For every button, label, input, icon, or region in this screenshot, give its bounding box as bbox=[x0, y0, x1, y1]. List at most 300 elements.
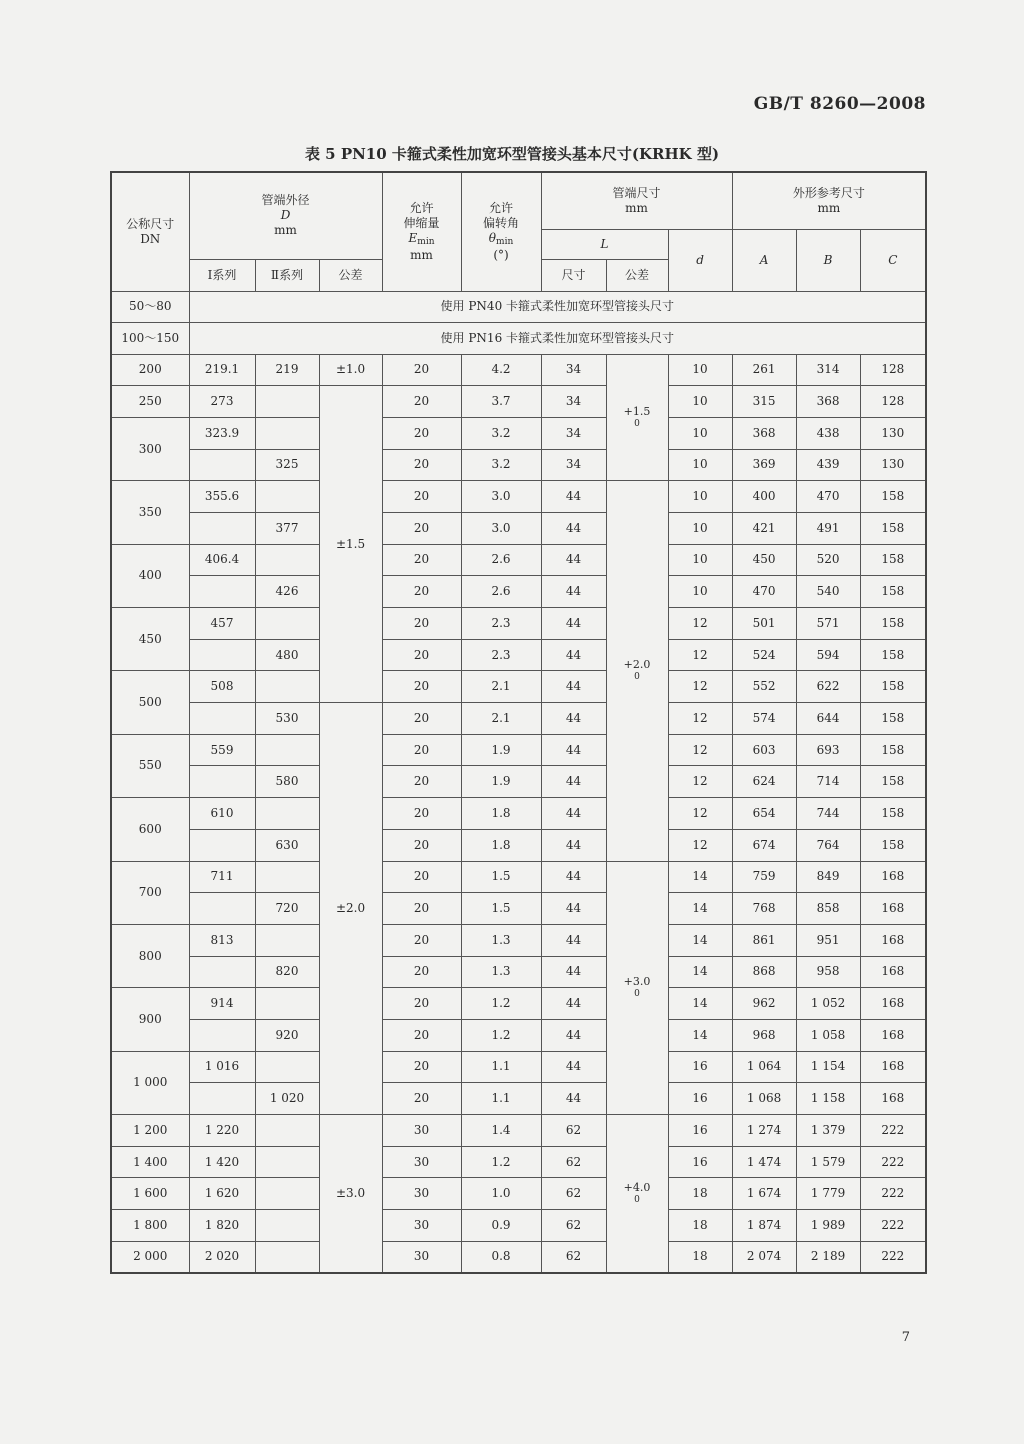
series1-cell: 1 820 bbox=[189, 1210, 255, 1242]
extension-cell: 20 bbox=[382, 1083, 461, 1115]
deflection-cell: 4.2 bbox=[461, 354, 541, 386]
dn-cell: 400 bbox=[111, 544, 189, 607]
B-cell: 644 bbox=[796, 703, 860, 735]
tolerance-upper: +2.0 bbox=[623, 658, 651, 672]
series2-cell bbox=[255, 798, 319, 830]
header-outer-diameter: 管端外径 D mm bbox=[189, 172, 382, 259]
series2-cell: 580 bbox=[255, 766, 319, 798]
header-extension: 允许 伸缩量 $E_{min}$ mm bbox=[382, 172, 461, 291]
extension-cell: 20 bbox=[382, 608, 461, 640]
L-size-cell: 44 bbox=[541, 576, 606, 608]
B-cell: 1 154 bbox=[796, 1051, 860, 1083]
extension-cell: 30 bbox=[382, 1146, 461, 1178]
deflection-cell: 1.4 bbox=[461, 1115, 541, 1147]
deflection-cell: 1.2 bbox=[461, 1019, 541, 1051]
deflection-cell: 3.2 bbox=[461, 417, 541, 449]
series1-cell bbox=[189, 956, 255, 988]
table-row bbox=[111, 734, 926, 766]
deflection-cell: 2.3 bbox=[461, 639, 541, 671]
extension-cell: 20 bbox=[382, 1019, 461, 1051]
C-cell: 168 bbox=[860, 956, 926, 988]
d-cell: 16 bbox=[668, 1051, 732, 1083]
series2-cell: 480 bbox=[255, 639, 319, 671]
B-cell: 951 bbox=[796, 924, 860, 956]
series2-cell bbox=[255, 608, 319, 640]
L-size-cell: 44 bbox=[541, 798, 606, 830]
series2-cell bbox=[255, 1178, 319, 1210]
table-row bbox=[111, 988, 926, 1020]
deflection-cell: 0.9 bbox=[461, 1210, 541, 1242]
extension-cell: 20 bbox=[382, 829, 461, 861]
header-d: d bbox=[668, 229, 732, 291]
B-cell: 491 bbox=[796, 512, 860, 544]
dn-cell: 1 800 bbox=[111, 1210, 189, 1242]
series1-cell: 1 620 bbox=[189, 1178, 255, 1210]
series2-cell bbox=[255, 671, 319, 703]
d-cell: 10 bbox=[668, 354, 732, 386]
L-size-cell: 44 bbox=[541, 671, 606, 703]
deflection-cell: 1.2 bbox=[461, 988, 541, 1020]
series1-cell bbox=[189, 829, 255, 861]
dn-cell: 900 bbox=[111, 988, 189, 1051]
deflection-cell: 2.3 bbox=[461, 608, 541, 640]
C-cell: 222 bbox=[860, 1146, 926, 1178]
C-cell: 158 bbox=[860, 766, 926, 798]
series2-cell: 377 bbox=[255, 512, 319, 544]
extension-cell: 20 bbox=[382, 988, 461, 1020]
merged-note: 使用 PN40 卡箍式柔性加宽环型管接头尺寸 bbox=[189, 291, 926, 322]
table-row bbox=[111, 512, 926, 544]
A-cell: 1 064 bbox=[732, 1051, 796, 1083]
d-cell: 10 bbox=[668, 386, 732, 418]
A-cell: 1 068 bbox=[732, 1083, 796, 1115]
L-size-cell: 62 bbox=[541, 1178, 606, 1210]
A-cell: 574 bbox=[732, 703, 796, 735]
series1-cell bbox=[189, 703, 255, 735]
d-cell: 12 bbox=[668, 734, 732, 766]
C-cell: 158 bbox=[860, 703, 926, 735]
series2-cell bbox=[255, 1210, 319, 1242]
deflection-cell: 3.2 bbox=[461, 449, 541, 481]
d-cell: 12 bbox=[668, 766, 732, 798]
d-cell: 18 bbox=[668, 1241, 732, 1273]
d-cell: 14 bbox=[668, 956, 732, 988]
series1-cell: 457 bbox=[189, 608, 255, 640]
extension-cell: 20 bbox=[382, 1051, 461, 1083]
B-cell: 314 bbox=[796, 354, 860, 386]
L-size-cell: 34 bbox=[541, 386, 606, 418]
A-cell: 1 874 bbox=[732, 1210, 796, 1242]
series1-cell bbox=[189, 449, 255, 481]
B-cell: 858 bbox=[796, 893, 860, 925]
B-cell: 714 bbox=[796, 766, 860, 798]
extension-cell: 20 bbox=[382, 512, 461, 544]
L-size-cell: 44 bbox=[541, 481, 606, 513]
d-cell: 12 bbox=[668, 671, 732, 703]
B-cell: 693 bbox=[796, 734, 860, 766]
series2-cell: 630 bbox=[255, 829, 319, 861]
L-size-cell: 44 bbox=[541, 829, 606, 861]
L-tolerance-cell bbox=[606, 861, 668, 1115]
table-row bbox=[111, 1083, 926, 1115]
series2-cell bbox=[255, 1146, 319, 1178]
tolerance-lower: 0 bbox=[634, 1194, 640, 1205]
deflection-cell: 2.1 bbox=[461, 703, 541, 735]
table-title: 表 5 PN10 卡箍式柔性加宽环型管接头基本尺寸(KRHK 型) bbox=[304, 145, 720, 163]
A-cell: 759 bbox=[732, 861, 796, 893]
A-cell: 2 074 bbox=[732, 1241, 796, 1273]
series1-cell: 559 bbox=[189, 734, 255, 766]
C-cell: 158 bbox=[860, 734, 926, 766]
d-cell: 12 bbox=[668, 798, 732, 830]
header-series1: Ⅰ系列 bbox=[189, 259, 255, 291]
table-row bbox=[111, 1115, 926, 1147]
header-pipe-end: 管端尺寸 mm bbox=[541, 172, 732, 229]
deflection-cell: 1.9 bbox=[461, 766, 541, 798]
d-cell: 14 bbox=[668, 893, 732, 925]
series2-cell bbox=[255, 861, 319, 893]
B-cell: 571 bbox=[796, 608, 860, 640]
merged-row bbox=[111, 322, 926, 354]
L-size-cell: 44 bbox=[541, 924, 606, 956]
L-size-cell: 62 bbox=[541, 1241, 606, 1273]
L-size-cell: 44 bbox=[541, 956, 606, 988]
tolerance-upper: +4.0 bbox=[623, 1180, 651, 1194]
standard-code: GB/T 8260—2008 bbox=[753, 94, 926, 114]
L-tolerance-cell bbox=[606, 354, 668, 481]
d-cell: 16 bbox=[668, 1115, 732, 1147]
d-tolerance-cell: ±1.0 bbox=[319, 354, 382, 386]
series2-cell bbox=[255, 481, 319, 513]
series1-cell: 1 016 bbox=[189, 1051, 255, 1083]
C-cell: 168 bbox=[860, 988, 926, 1020]
merged-note: 使用 PN16 卡箍式柔性加宽环型管接头尺寸 bbox=[189, 322, 926, 354]
d-cell: 16 bbox=[668, 1146, 732, 1178]
extension-cell: 20 bbox=[382, 576, 461, 608]
extension-cell: 20 bbox=[382, 449, 461, 481]
C-cell: 158 bbox=[860, 544, 926, 576]
extension-cell: 20 bbox=[382, 703, 461, 735]
extension-cell: 20 bbox=[382, 671, 461, 703]
dn-cell: 500 bbox=[111, 671, 189, 734]
extension-cell: 20 bbox=[382, 354, 461, 386]
d-cell: 10 bbox=[668, 417, 732, 449]
dn-cell: 200 bbox=[111, 354, 189, 386]
B-cell: 764 bbox=[796, 829, 860, 861]
A-cell: 624 bbox=[732, 766, 796, 798]
B-cell: 470 bbox=[796, 481, 860, 513]
dn-cell: 300 bbox=[111, 417, 189, 480]
series1-cell: 711 bbox=[189, 861, 255, 893]
L-size-cell: 44 bbox=[541, 639, 606, 671]
table-row bbox=[111, 386, 926, 418]
header-L: L bbox=[541, 229, 668, 259]
C-cell: 168 bbox=[860, 924, 926, 956]
deflection-cell: 2.6 bbox=[461, 576, 541, 608]
d-cell: 10 bbox=[668, 576, 732, 608]
extension-cell: 20 bbox=[382, 481, 461, 513]
extension-cell: 20 bbox=[382, 861, 461, 893]
series1-cell bbox=[189, 766, 255, 798]
d-cell: 10 bbox=[668, 544, 732, 576]
dn-cell: 1 000 bbox=[111, 1051, 189, 1114]
L-size-cell: 34 bbox=[541, 449, 606, 481]
L-size-cell: 44 bbox=[541, 861, 606, 893]
page-number: 7 bbox=[901, 1330, 910, 1345]
C-cell: 222 bbox=[860, 1241, 926, 1273]
C-cell: 168 bbox=[860, 861, 926, 893]
A-cell: 962 bbox=[732, 988, 796, 1020]
A-cell: 1 474 bbox=[732, 1146, 796, 1178]
series2-cell: 720 bbox=[255, 893, 319, 925]
C-cell: 158 bbox=[860, 671, 926, 703]
extension-cell: 20 bbox=[382, 893, 461, 925]
d-cell: 12 bbox=[668, 608, 732, 640]
extension-cell: 20 bbox=[382, 766, 461, 798]
L-tolerance-cell bbox=[606, 1115, 668, 1273]
extension-cell: 20 bbox=[382, 956, 461, 988]
series1-cell bbox=[189, 639, 255, 671]
B-cell: 368 bbox=[796, 386, 860, 418]
A-cell: 501 bbox=[732, 608, 796, 640]
tolerance-lower: 0 bbox=[634, 418, 640, 429]
B-cell: 594 bbox=[796, 639, 860, 671]
C-cell: 158 bbox=[860, 608, 926, 640]
table-row bbox=[111, 703, 926, 735]
series1-cell: 219.1 bbox=[189, 354, 255, 386]
deflection-cell: 2.1 bbox=[461, 671, 541, 703]
table-row bbox=[111, 1241, 926, 1273]
tolerance-upper: +3.0 bbox=[623, 975, 651, 989]
C-cell: 222 bbox=[860, 1210, 926, 1242]
table-row bbox=[111, 1210, 926, 1242]
d-cell: 14 bbox=[668, 861, 732, 893]
B-cell: 1 989 bbox=[796, 1210, 860, 1242]
dn-cell: 600 bbox=[111, 798, 189, 861]
C-cell: 158 bbox=[860, 829, 926, 861]
dimensions-table bbox=[110, 171, 927, 1274]
series1-cell: 355.6 bbox=[189, 481, 255, 513]
L-size-cell: 44 bbox=[541, 1019, 606, 1051]
L-size-cell: 44 bbox=[541, 766, 606, 798]
dn-cell: 100～150 bbox=[111, 322, 189, 354]
B-cell: 438 bbox=[796, 417, 860, 449]
L-size-cell: 62 bbox=[541, 1146, 606, 1178]
A-cell: 552 bbox=[732, 671, 796, 703]
deflection-cell: 0.8 bbox=[461, 1241, 541, 1273]
L-size-cell: 62 bbox=[541, 1210, 606, 1242]
series1-cell bbox=[189, 512, 255, 544]
tolerance-lower: 0 bbox=[634, 989, 640, 999]
C-cell: 158 bbox=[860, 481, 926, 513]
C-cell: 222 bbox=[860, 1178, 926, 1210]
B-cell: 1 158 bbox=[796, 1083, 860, 1115]
deflection-cell: 1.3 bbox=[461, 924, 541, 956]
A-cell: 261 bbox=[732, 354, 796, 386]
deflection-cell: 1.1 bbox=[461, 1051, 541, 1083]
B-cell: 849 bbox=[796, 861, 860, 893]
C-cell: 130 bbox=[860, 417, 926, 449]
d-cell: 16 bbox=[668, 1083, 732, 1115]
header-A: A bbox=[732, 229, 796, 291]
series1-cell: 914 bbox=[189, 988, 255, 1020]
table-row bbox=[111, 1051, 926, 1083]
series2-cell: 325 bbox=[255, 449, 319, 481]
deflection-cell: 3.7 bbox=[461, 386, 541, 418]
deflection-cell: 3.0 bbox=[461, 481, 541, 513]
header-series2: Ⅱ系列 bbox=[255, 259, 319, 291]
series1-cell: 406.4 bbox=[189, 544, 255, 576]
table-row bbox=[111, 798, 926, 830]
B-cell: 540 bbox=[796, 576, 860, 608]
table-row bbox=[111, 639, 926, 671]
d-tolerance-cell: ±2.0 bbox=[319, 703, 382, 1115]
series2-cell: 820 bbox=[255, 956, 319, 988]
series2-cell: 426 bbox=[255, 576, 319, 608]
B-cell: 1 058 bbox=[796, 1019, 860, 1051]
table-row bbox=[111, 1146, 926, 1178]
d-cell: 10 bbox=[668, 512, 732, 544]
d-cell: 10 bbox=[668, 449, 732, 481]
table-row bbox=[111, 544, 926, 576]
header-B: B bbox=[796, 229, 860, 291]
table-row bbox=[111, 924, 926, 956]
table-row bbox=[111, 861, 926, 893]
series2-cell bbox=[255, 1241, 319, 1273]
series2-cell bbox=[255, 417, 319, 449]
L-size-cell: 44 bbox=[541, 1051, 606, 1083]
table-row bbox=[111, 1178, 926, 1210]
B-cell: 1 779 bbox=[796, 1178, 860, 1210]
deflection-cell: 1.8 bbox=[461, 798, 541, 830]
tolerance-upper: +1.5 bbox=[623, 404, 651, 418]
L-size-cell: 44 bbox=[541, 544, 606, 576]
series1-cell: 1 220 bbox=[189, 1115, 255, 1147]
B-cell: 1 579 bbox=[796, 1146, 860, 1178]
A-cell: 315 bbox=[732, 386, 796, 418]
extension-cell: 20 bbox=[382, 639, 461, 671]
header-deflection: 允许 偏转角 $\theta_{min}$ (°) bbox=[461, 172, 541, 291]
series2-cell bbox=[255, 544, 319, 576]
A-cell: 968 bbox=[732, 1019, 796, 1051]
dn-cell: 550 bbox=[111, 734, 189, 797]
C-cell: 128 bbox=[860, 386, 926, 418]
series1-cell: 813 bbox=[189, 924, 255, 956]
L-size-cell: 44 bbox=[541, 893, 606, 925]
table-row bbox=[111, 354, 926, 386]
L-size-cell: 34 bbox=[541, 354, 606, 386]
A-cell: 654 bbox=[732, 798, 796, 830]
L-size-cell: 44 bbox=[541, 512, 606, 544]
dn-cell: 50～80 bbox=[111, 291, 189, 322]
A-cell: 368 bbox=[732, 417, 796, 449]
dn-cell: 2 000 bbox=[111, 1241, 189, 1273]
merged-row bbox=[111, 291, 926, 322]
series1-cell: 2 020 bbox=[189, 1241, 255, 1273]
extension-cell: 30 bbox=[382, 1210, 461, 1242]
A-cell: 524 bbox=[732, 639, 796, 671]
series2-cell: 1 020 bbox=[255, 1083, 319, 1115]
L-size-cell: 34 bbox=[541, 417, 606, 449]
series2-cell bbox=[255, 1115, 319, 1147]
A-cell: 861 bbox=[732, 924, 796, 956]
series1-cell bbox=[189, 576, 255, 608]
table-row bbox=[111, 417, 926, 449]
series2-cell bbox=[255, 734, 319, 766]
extension-cell: 20 bbox=[382, 386, 461, 418]
series2-cell: 219 bbox=[255, 354, 319, 386]
d-cell: 14 bbox=[668, 988, 732, 1020]
C-cell: 222 bbox=[860, 1115, 926, 1147]
C-cell: 130 bbox=[860, 449, 926, 481]
table-row bbox=[111, 766, 926, 798]
dn-cell: 1 200 bbox=[111, 1115, 189, 1147]
table-row bbox=[111, 671, 926, 703]
table-row bbox=[111, 608, 926, 640]
C-cell: 158 bbox=[860, 798, 926, 830]
header-dn: 公称尺寸 DN bbox=[111, 172, 189, 291]
series1-cell: 273 bbox=[189, 386, 255, 418]
extension-cell: 20 bbox=[382, 544, 461, 576]
C-cell: 128 bbox=[860, 354, 926, 386]
B-cell: 520 bbox=[796, 544, 860, 576]
table-row bbox=[111, 829, 926, 861]
L-size-cell: 44 bbox=[541, 1083, 606, 1115]
table-row bbox=[111, 1019, 926, 1051]
d-tolerance-cell: ±3.0 bbox=[319, 1115, 382, 1273]
header-C: C bbox=[860, 229, 926, 291]
L-size-cell: 62 bbox=[541, 1115, 606, 1147]
header-reference: 外形参考尺寸 mm bbox=[732, 172, 926, 229]
extension-cell: 20 bbox=[382, 798, 461, 830]
dn-cell: 250 bbox=[111, 386, 189, 418]
series1-cell: 610 bbox=[189, 798, 255, 830]
extension-cell: 20 bbox=[382, 417, 461, 449]
header-L-tolerance: 公差 bbox=[606, 259, 668, 291]
L-size-cell: 44 bbox=[541, 988, 606, 1020]
C-cell: 158 bbox=[860, 639, 926, 671]
series1-cell bbox=[189, 893, 255, 925]
A-cell: 400 bbox=[732, 481, 796, 513]
A-cell: 470 bbox=[732, 576, 796, 608]
dn-cell: 350 bbox=[111, 481, 189, 544]
d-cell: 10 bbox=[668, 481, 732, 513]
A-cell: 369 bbox=[732, 449, 796, 481]
d-tolerance-cell: ±1.5 bbox=[319, 386, 382, 703]
header-L-size: 尺寸 bbox=[541, 259, 606, 291]
dn-cell: 1 600 bbox=[111, 1178, 189, 1210]
series2-cell bbox=[255, 988, 319, 1020]
deflection-cell: 3.0 bbox=[461, 512, 541, 544]
series1-cell bbox=[189, 1019, 255, 1051]
d-cell: 18 bbox=[668, 1178, 732, 1210]
L-tolerance-cell bbox=[606, 481, 668, 861]
series1-cell: 323.9 bbox=[189, 417, 255, 449]
A-cell: 1 274 bbox=[732, 1115, 796, 1147]
extension-cell: 30 bbox=[382, 1115, 461, 1147]
d-cell: 12 bbox=[668, 639, 732, 671]
deflection-cell: 1.1 bbox=[461, 1083, 541, 1115]
d-cell: 18 bbox=[668, 1210, 732, 1242]
tolerance-lower: 0 bbox=[634, 672, 640, 683]
B-cell: 1 379 bbox=[796, 1115, 860, 1147]
series2-cell bbox=[255, 386, 319, 418]
deflection-cell: 2.6 bbox=[461, 544, 541, 576]
C-cell: 168 bbox=[860, 1083, 926, 1115]
series2-cell bbox=[255, 1051, 319, 1083]
L-size-cell: 44 bbox=[541, 734, 606, 766]
series2-cell: 530 bbox=[255, 703, 319, 735]
